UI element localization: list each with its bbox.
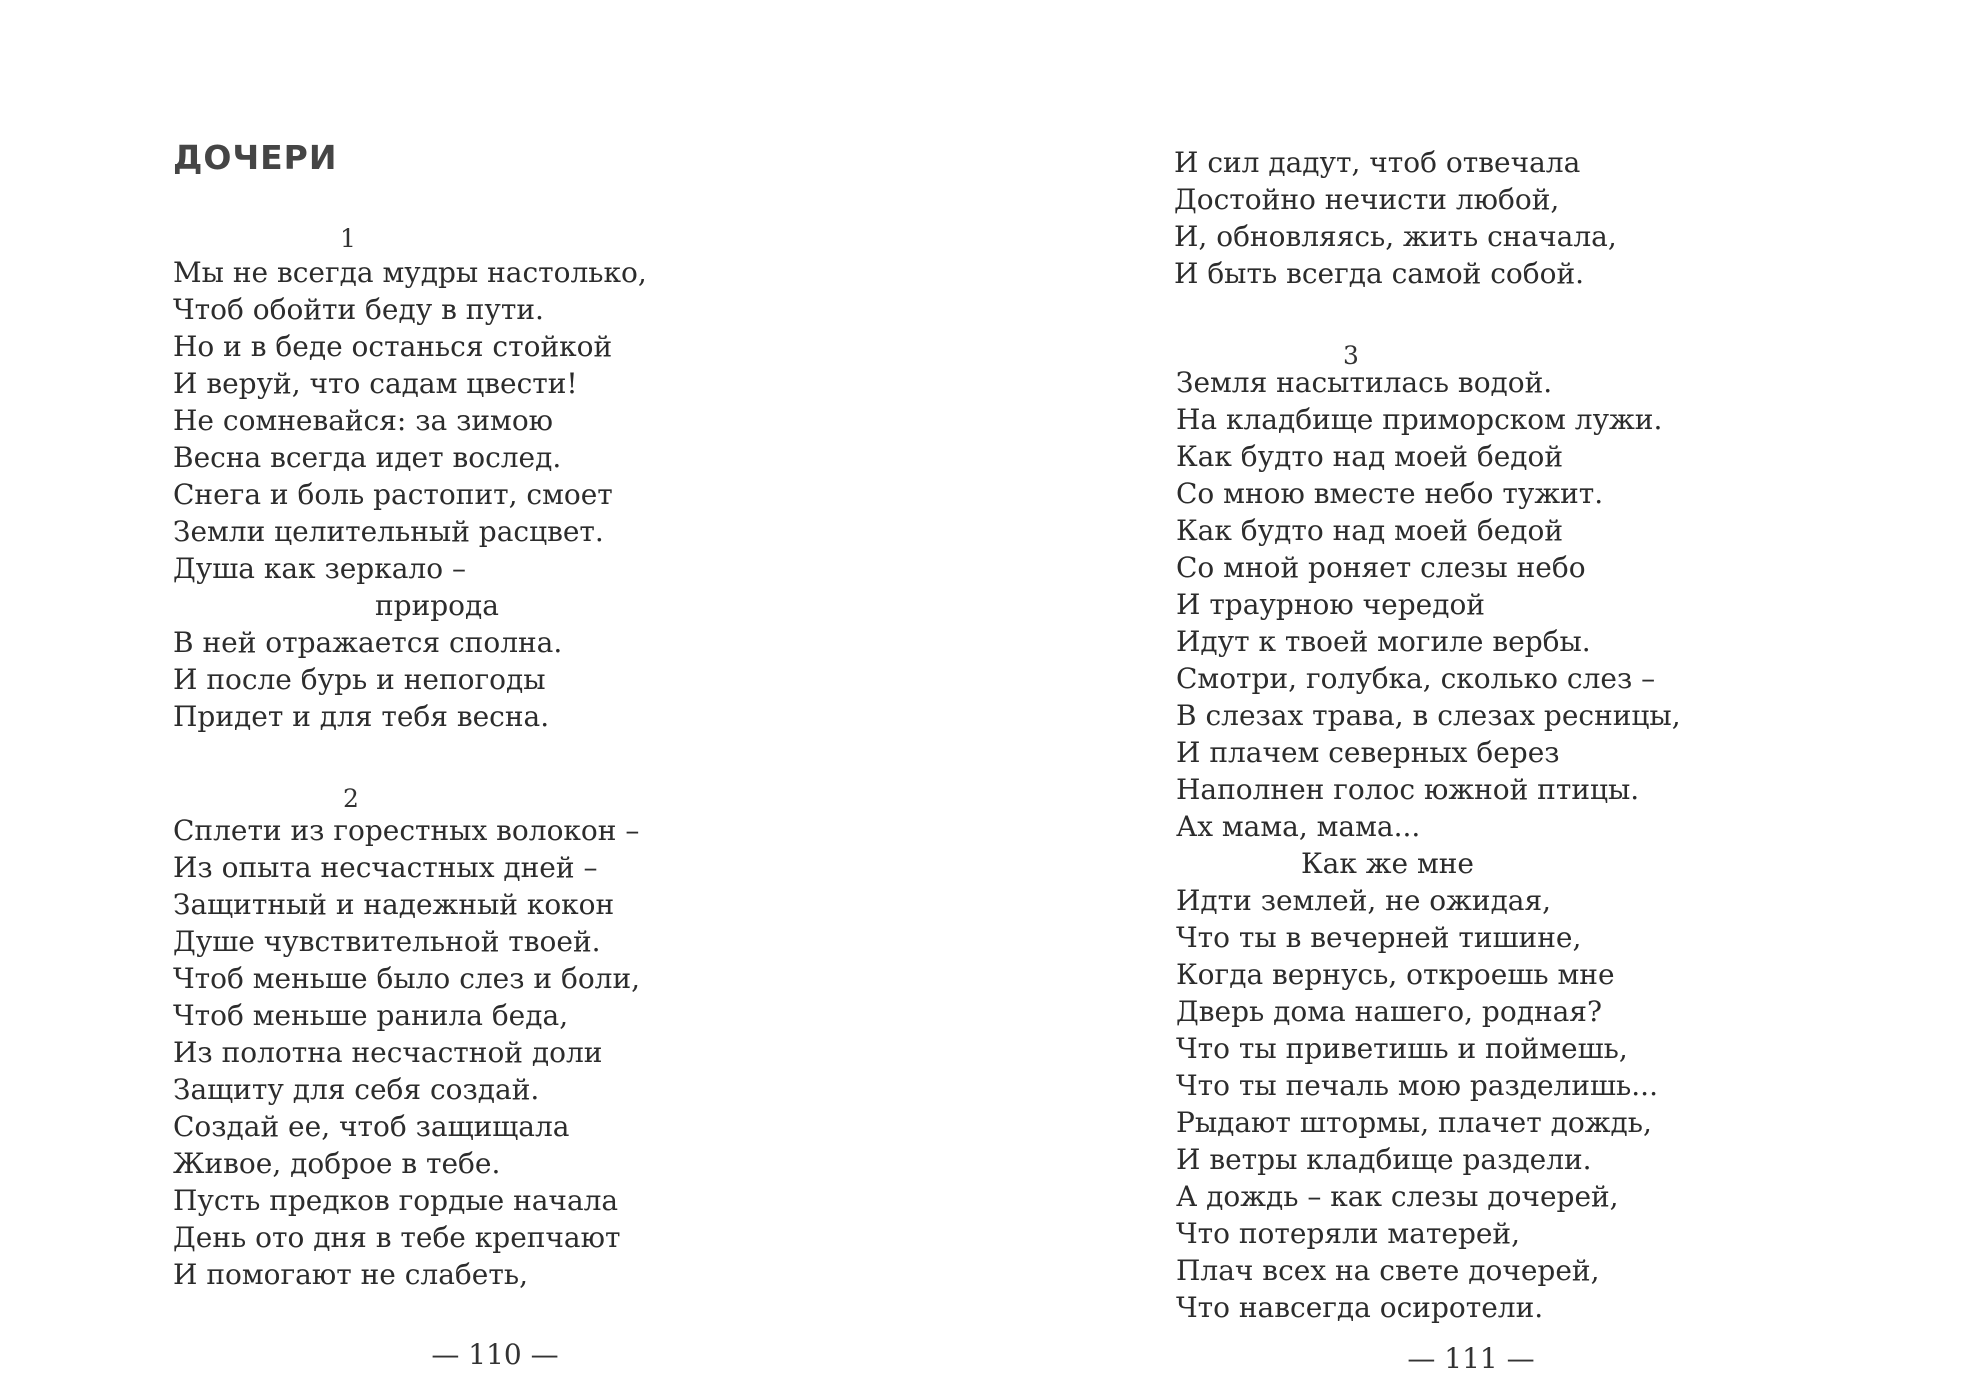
verse-line: природа	[375, 589, 499, 622]
verse-line: И веруй, что садам цвести!	[173, 367, 578, 400]
verse-line: И помогают не слабеть,	[173, 1258, 528, 1291]
verse-line: Что потеряли матерей,	[1176, 1217, 1520, 1250]
verse-line: В слезах трава, в слезах ресницы,	[1176, 699, 1681, 732]
verse-line: Чтоб меньше было слез и боли,	[173, 962, 641, 995]
verse-line: Как будто над моей бедой	[1176, 440, 1564, 473]
right-page	[990, 0, 1980, 1395]
verse-line: Из опыта несчастных дней –	[173, 851, 598, 884]
verse-line: Не сомневайся: за зимою	[173, 404, 554, 437]
verse-line: А дождь – как слезы дочерей,	[1176, 1180, 1619, 1213]
verse-line: Душа как зеркало –	[173, 552, 466, 585]
stanza-1	[173, 254, 647, 735]
verse-line: Что ты печаль мою разделишь...	[1176, 1069, 1658, 1102]
section-number-3: 3	[1343, 341, 1359, 370]
stanza-3	[1176, 364, 1681, 1326]
verse-line: Живое, доброе в тебе.	[173, 1147, 501, 1180]
section-number-2: 2	[343, 784, 359, 813]
verse-line: Защитный и надежный кокон	[173, 888, 615, 921]
verse-line: Чтоб обойти беду в пути.	[173, 293, 544, 326]
verse-line: Земли целительный расцвет.	[173, 515, 604, 548]
verse-line: Защиту для себя создай.	[173, 1073, 540, 1106]
verse-line: Рыдают штормы, плачет дождь,	[1176, 1106, 1652, 1139]
verse-line: Чтоб меньше ранила беда,	[173, 999, 569, 1032]
verse-line: И траурною чередой	[1176, 588, 1485, 621]
verse-line: И сил дадут, чтоб отвечала	[1174, 146, 1581, 179]
verse-line: И ветры кладбище раздели.	[1176, 1143, 1592, 1176]
verse-line: Душе чувствительной твоей.	[173, 925, 601, 958]
verse-line: Дверь дома нашего, родная?	[1176, 995, 1602, 1028]
verse-line: Плач всех на свете дочерей,	[1176, 1254, 1600, 1287]
page-number: — 111 —	[1407, 1342, 1535, 1375]
verse-line: Достойно нечисти любой,	[1174, 183, 1560, 216]
verse-line: Сплети из горестных волокон –	[173, 814, 640, 847]
stanza-2	[173, 812, 640, 1293]
verse-line: В ней отражается сполна.	[173, 626, 563, 659]
page-number: — 110 —	[431, 1338, 559, 1371]
verse-line: Идут к твоей могиле вербы.	[1176, 625, 1591, 658]
section-number-1: 1	[340, 224, 356, 253]
stanza-2-continued	[1174, 144, 1617, 292]
verse-line: Как же мне	[1301, 847, 1475, 880]
verse-line: Придет и для тебя весна.	[173, 700, 550, 733]
verse-line: Но и в беде останься стойкой	[173, 330, 613, 363]
verse-line: Что ты приветишь и поймешь,	[1176, 1032, 1628, 1065]
verse-line: Со мною вместе небо тужит.	[1176, 477, 1604, 510]
verse-line: Идти землей, не ожидая,	[1176, 884, 1552, 917]
verse-line: Что ты в вечерней тишине,	[1176, 921, 1582, 954]
verse-line: Наполнен голос южной птицы.	[1176, 773, 1640, 806]
verse-line: Как будто над моей бедой	[1176, 514, 1564, 547]
verse-line: Снега и боль растопит, смоет	[173, 478, 613, 511]
verse-line: День ото дня в тебе крепчают	[173, 1221, 621, 1254]
verse-line: Земля насытилась водой.	[1176, 366, 1553, 399]
verse-line: Пусть предков гордые начала	[173, 1184, 619, 1217]
verse-line: Смотри, голубка, сколько слез –	[1176, 662, 1656, 695]
verse-line: Со мной роняет слезы небо	[1176, 551, 1586, 584]
verse-line: И, обновляясь, жить сначала,	[1174, 220, 1617, 253]
verse-line: И после бурь и непогоды	[173, 663, 546, 696]
verse-line: Ах мама, мама...	[1176, 810, 1421, 843]
poem-title: ДОЧЕРИ	[173, 138, 338, 177]
verse-line: И быть всегда самой собой.	[1174, 257, 1585, 290]
verse-line: Создай ее, чтоб защищала	[173, 1110, 570, 1143]
verse-line: И плачем северных берез	[1176, 736, 1560, 769]
verse-line: Мы не всегда мудры настолько,	[173, 256, 647, 289]
verse-line: Когда вернусь, откроешь мне	[1176, 958, 1615, 991]
verse-line: На кладбище приморском лужи.	[1176, 403, 1663, 436]
verse-line: Из полотна несчастной доли	[173, 1036, 603, 1069]
verse-line: Что навсегда осиротели.	[1176, 1291, 1544, 1324]
verse-line: Весна всегда идет вослед.	[173, 441, 562, 474]
